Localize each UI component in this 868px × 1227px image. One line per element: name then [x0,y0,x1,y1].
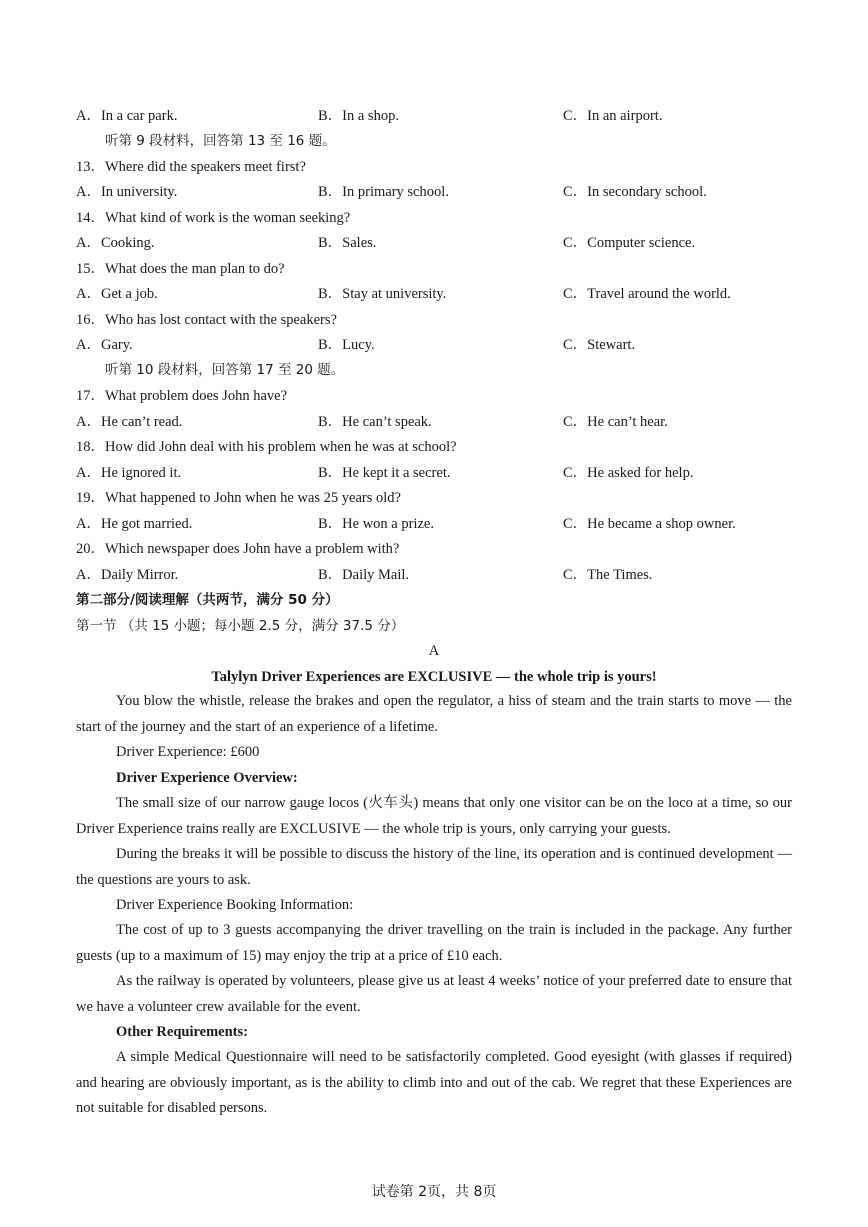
option-b: B．In primary school. [318,184,449,200]
question-20-stem: 20．Which newspaper does John have a problem with? [76,541,400,557]
option-a: A．In university. [76,184,178,200]
option-c: C．In secondary school. [563,184,707,200]
paragraph-price: Driver Experience: £600 [116,744,260,760]
question-12-options [0,104,868,128]
question-19-stem: 19．What happened to John when he was 25 years old? [76,490,401,506]
question-15-options [0,282,868,306]
question-16-options [0,333,868,357]
question-17-options [0,410,868,434]
option-b: B．He kept it a secret. [318,465,451,481]
paragraph-breaks: During the breaks it will be possible to discuss the history of the line, its operation and is continued development — the questions are yours to ask. [76,846,792,888]
option-b: B．Sales. [318,235,377,251]
question-16-stem: 16．Who has lost contact with the speakers? [76,312,337,328]
section-9-instruction: 听第 9 段材料，回答第 13 至 16 题。 [105,133,336,149]
paragraph-requirements: A simple Medical Questionnaire will need to be satisfactorily completed. Good eyesight (with glasses if required) and hearing are obviously important, as is the ability to climb into and out of the cab. We regret that these Experiences are not suitable for disabled persons. [76,1049,792,1116]
option-b: B．Lucy. [318,337,375,353]
heading-requirements: Other Requirements: [116,1024,248,1040]
option-b: B．He won a prize. [318,516,434,532]
question-14-options [0,231,868,255]
part-2-subheading: 第一节 （共 15 小题；每小题 2.5 分，满分 37.5 分） [76,618,405,634]
option-a: A．Get a job. [76,286,158,302]
option-c: C．Stewart. [563,337,636,353]
paragraph-overview: The small size of our narrow gauge locos (火车头) means that only one visitor can be on the loco at a time, so our Driver Experience trains really are EXCLUSIVE — the whole trip is yours, only carrying your guests. [76,795,792,837]
heading-booking: Driver Experience Booking Information: [116,897,354,913]
paragraph-intro: You blow the whistle, release the brakes and open the regulator, a hiss of steam and the train starts to move — the start of the journey and the start of an experience of a lifetime. [76,693,792,735]
option-c: C．He can’t hear. [563,414,668,430]
option-c: C．Computer science. [563,235,696,251]
option-c: C．He asked for help. [563,465,694,481]
option-a: A．He ignored it. [76,465,182,481]
option-b: B．He can’t speak. [318,414,432,430]
heading-overview: Driver Experience Overview: [116,770,298,786]
option-a: A．In a car park. [76,108,178,124]
option-c: C．The Times. [563,567,653,583]
question-13-stem: 13．Where did the speakers meet first? [76,159,306,175]
option-c: C．He became a shop owner. [563,516,736,532]
option-a: A．Gary. [76,337,133,353]
option-a: A．He can’t read. [76,414,183,430]
question-15-stem: 15．What does the man plan to do? [76,261,285,277]
page-footer: 试卷第 2页，共 8页 [371,1184,497,1200]
paragraph-volunteers: As the railway is operated by volunteers, please give us at least 4 weeks’ notice of your preferred date to ensure that we have a volunteer crew available for the event. [76,973,792,1015]
option-c: C．In an airport. [563,108,663,124]
question-20-options [0,563,868,587]
option-b: B．Daily Mail. [318,567,410,583]
section-10-instruction: 听第 10 段材料，回答第 17 至 20 题。 [105,362,345,378]
question-13-options [0,180,868,204]
question-18-stem: 18．How did John deal with his problem when he was at school? [76,439,457,455]
passage-title: Talylyn Driver Experiences are EXCLUSIVE — the whole trip is yours! [211,669,657,685]
option-a: A．Daily Mirror. [76,567,179,583]
option-b: B．Stay at university. [318,286,447,302]
question-19-options [0,512,868,536]
option-a: A．Cooking. [76,235,155,251]
passage-letter: A [428,643,440,659]
question-18-options [0,461,868,485]
option-b: B．In a shop. [318,108,399,124]
part-2-heading: 第二部分/阅读理解（共两节，满分 50 分） [76,592,339,608]
option-a: A．He got married. [76,516,193,532]
option-c: C．Travel around the world. [563,286,731,302]
question-14-stem: 14．What kind of work is the woman seeking? [76,210,351,226]
paragraph-guests: The cost of up to 3 guests accompanying the driver travelling on the train is included in the package. Any further guests (up to a maximum of 15) may enjoy the trip at a price of £10 each. [76,922,792,964]
question-17-stem: 17．What problem does John have? [76,388,288,404]
